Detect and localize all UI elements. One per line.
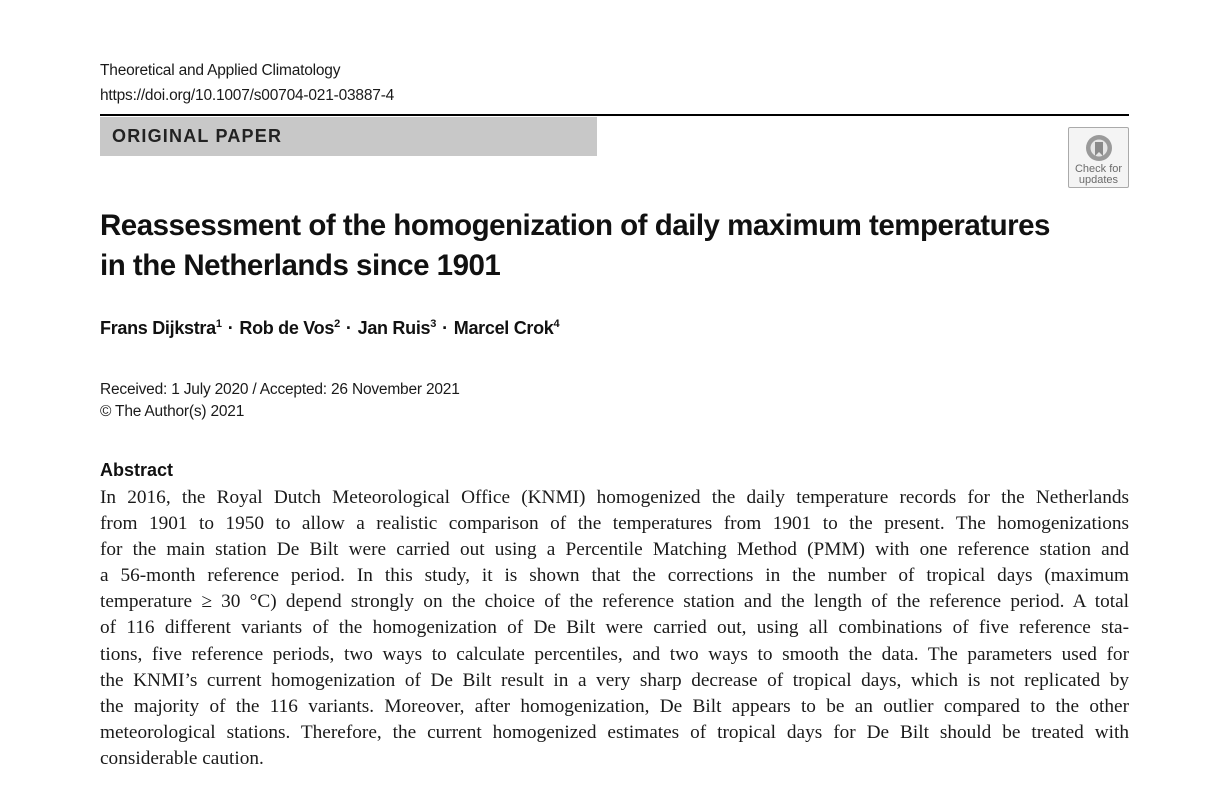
title-line-2: in the Netherlands since 1901	[100, 249, 501, 282]
author-name[interactable]: Marcel Crok	[453, 318, 554, 338]
abstract-line: a 56-month reference period. In this study, it is shown that the corrections in the number of tropical days (maximum	[100, 565, 1129, 587]
copyright-line: © The Author(s) 2021	[100, 403, 245, 420]
abstract-line: the KNMI’s current homogenization of De Bilt result in a very sharp decrease of tropical days, which is not replicated by	[100, 669, 1129, 691]
abstract-line: of 116 different variants of the homogenization of De Bilt were carried out, using all combinations of five reference sta-	[100, 617, 1129, 639]
author-name[interactable]: Frans Dijkstra	[100, 318, 216, 338]
author-affiliation: 3	[430, 318, 437, 330]
section-label: ORIGINAL PAPER	[112, 126, 283, 146]
author-affiliation: 4	[553, 318, 560, 330]
paper-title	[100, 206, 1100, 286]
abstract-line: for the main station De Bilt were carried out using a Percentile Matching Method (PMM) with one reference station and	[100, 539, 1129, 561]
author-affiliation: 1	[215, 318, 222, 330]
check-for-updates-badge[interactable]	[1068, 127, 1129, 188]
abstract-heading: Abstract	[100, 460, 174, 480]
author-separator: ·	[442, 318, 448, 338]
author-separator: ·	[227, 318, 234, 338]
author-affiliation: 2	[334, 318, 340, 330]
doi-link[interactable]: https://doi.org/10.1007/s00704-021-03887-4	[100, 87, 395, 104]
abstract-line: from 1901 to 1950 to allow a realistic comparison of the temperatures from 1901 to the present. The homogenizations	[100, 513, 1129, 535]
received-accepted-dates: Received: 1 July 2020 / Accepted: 26 November 2021	[100, 381, 460, 398]
title-line-1: Reassessment of the homogenization of daily maximum temperatures	[100, 209, 1050, 242]
journal-name: Theoretical and Applied Climatology	[100, 62, 341, 79]
abstract-line: In 2016, the Royal Dutch Meteorological Office (KNMI) homogenized the daily temperature records for the Netherlands	[100, 487, 1129, 508]
abstract-line: considerable caution.	[100, 747, 264, 769]
header-rule	[100, 114, 1129, 116]
check-for-updates-label: Check for updates	[1074, 163, 1123, 186]
abstract-line: the majority of the 116 variants. Moreover, after homogenization, De Bilt appears to be an outlier compared to the other	[100, 695, 1129, 717]
abstract-line: temperature ≥ 30 °C) depend strongly on the choice of the reference station and the length of the reference period. A total	[100, 591, 1129, 613]
abstract-text	[100, 485, 1129, 772]
author-list	[100, 318, 559, 339]
section-label-band	[100, 117, 597, 156]
author-name[interactable]: Jan Ruis	[357, 318, 431, 338]
abstract-line: meteorological stations. Therefore, the current homogenized estimates of tropical days for De Bilt should be treated with	[100, 721, 1129, 743]
author-separator: ·	[345, 318, 352, 338]
abstract-line: tions, five reference periods, two ways to calculate percentiles, and two ways to smooth the data. The parameters used for	[100, 643, 1129, 665]
author-name[interactable]: Rob de Vos	[239, 318, 335, 338]
crossmark-icon	[1084, 133, 1114, 163]
journal-header	[100, 58, 394, 108]
article-history	[100, 379, 460, 423]
